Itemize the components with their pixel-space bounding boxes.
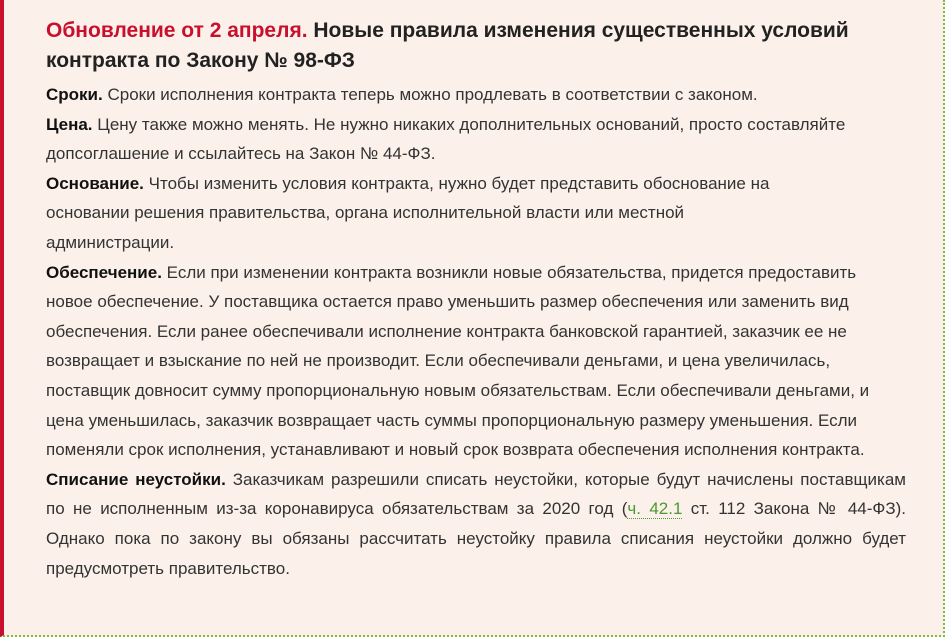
paragraph-text-before: Заказчикам разрешили списать неустойки, которые будут начислены поставщикам по не исполненным из-за коронавируса обязательствам за 2020 год ( xyxy=(46,469,906,519)
paragraph-security xyxy=(46,258,906,465)
law-reference-link[interactable]: ч. 42.1 xyxy=(627,499,683,519)
article-body xyxy=(46,80,906,583)
paragraph-text: Если при изменении контракта возникли новые обязательства, придется предоставить новое обеспечение. У поставщика остается право уменьшить размер обеспечения или заменить вид обеспечения. Если ранее обеспечивали исполнение контракта банковской гарантией, заказчик ее не возвращает и взыскание по ней не производит. Если обеспечивали деньгами, и цена увеличилась, поставщик довносит сумму пропорциональную новым обязательствам. Если обеспечивали деньгами, и цена уменьшилась, заказчик возвращает часть суммы пропорциональную размеру уменьшения. Если поменяли срок исполнения, устанавливают и новый срок возврата обеспечения исполнения контракта. xyxy=(46,262,870,460)
article-headline xyxy=(46,16,906,76)
term-label: Обеспечение. xyxy=(46,262,162,282)
paragraph-penalty xyxy=(46,465,906,583)
term-label: Сроки. xyxy=(46,85,103,104)
headline-title: Новые правила изменения существенных условий контракта по Закону № 98-ФЗ xyxy=(46,19,849,72)
paragraph-text: Сроки исполнения контракта теперь можно продлевать в соответствии с законом. xyxy=(107,85,758,104)
paragraph-price xyxy=(46,110,906,169)
term-label: Списание неустойки. xyxy=(46,469,226,489)
paragraph-text: Цену также можно менять. Не нужно никаких дополнительных оснований, просто составляйте допсоглашение и ссылайтесь на Закон № 44-ФЗ. xyxy=(46,114,846,164)
paragraph-grounds xyxy=(46,169,806,258)
term-label: Цена. xyxy=(46,114,93,134)
headline-date-lead: Обновление от 2 апреля. xyxy=(46,19,308,42)
paragraph-terms xyxy=(46,80,906,110)
paragraph-text-after: ст. 112 Закона № 44-ФЗ). Однако пока по закону вы обязаны рассчитать неустойку правила списания неустойки должно будет предусмотреть правительство. xyxy=(46,499,906,578)
article-content xyxy=(46,16,906,583)
term-label: Основание. xyxy=(46,173,144,193)
paragraph-text: Чтобы изменить условия контракта, нужно будет представить обоснование на основании решения правительства, органа исполнительной власти или местной администрации. xyxy=(46,173,770,252)
